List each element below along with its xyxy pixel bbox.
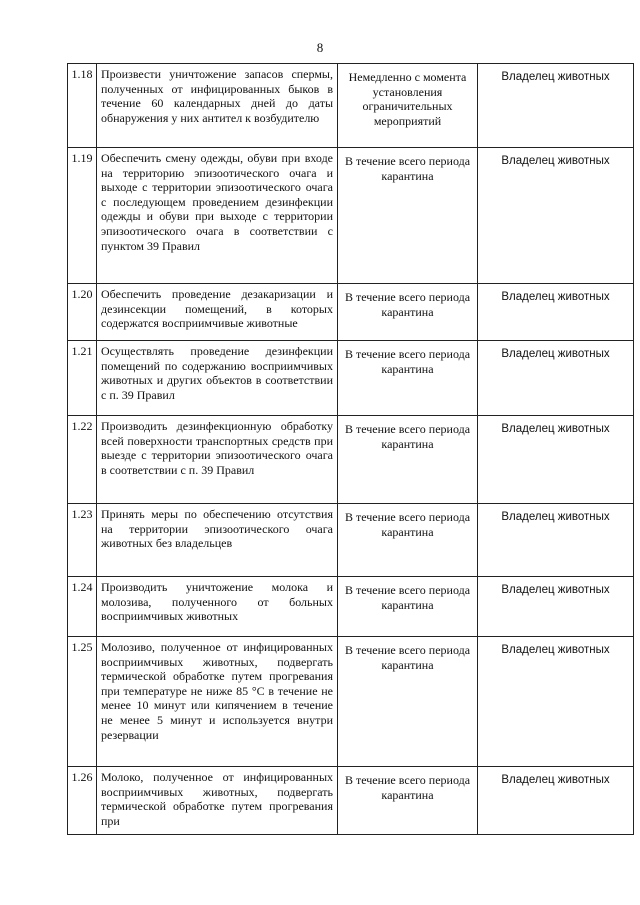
row-action: Произвести уничтожение запасов спермы, полученных от инфицированных быков в течение 60 календарных дней до даты обнаружения у них антител к возбудителю xyxy=(97,64,338,148)
row-number: 1.23 xyxy=(68,504,97,577)
table-row xyxy=(68,341,634,416)
table-row xyxy=(68,416,634,504)
row-responsible: Владелец животных xyxy=(478,284,634,341)
row-responsible: Владелец животных xyxy=(478,577,634,637)
row-action: Молозиво, полученное от инфицированных восприимчивых животных, подвергать термической обработке путем прогревания при температуре не ниже 85 °С в течение не менее 10 минут или кипячением в течение не менее 5 минут и используется внутри резервации xyxy=(97,637,338,767)
row-responsible: Владелец животных xyxy=(478,767,634,835)
row-action: Осуществлять проведение дезинфекции помещений по содержанию восприимчивых животных и других объектов в соответствии с п. 39 Правил xyxy=(97,341,338,416)
row-action: Молоко, полученное от инфицированных восприимчивых животных, подвергать термической обработке путем прогревания при xyxy=(97,767,338,835)
row-responsible: Владелец животных xyxy=(478,341,634,416)
row-number: 1.19 xyxy=(68,148,97,284)
row-time: В течение всего периода карантина xyxy=(338,504,478,577)
row-time: В течение всего периода карантина xyxy=(338,577,478,637)
row-time: В течение всего периода карантина xyxy=(338,416,478,504)
page-number: 8 xyxy=(316,40,324,55)
table-row xyxy=(68,577,634,637)
row-time: В течение всего периода карантина xyxy=(338,284,478,341)
row-action: Обеспечить смену одежды, обуви при входе на территорию эпизоотического очага и выходе с территории эпизоотического очага с последующем проведением дезинфекции одежды и обуви при выходе с территории эпизоотического очага в соответствии с пунктом 39 Правил xyxy=(97,148,338,284)
measures-table xyxy=(67,63,634,835)
row-action: Производить уничтожение молока и молозива, полученного от больных восприимчивых животных xyxy=(97,577,338,637)
table-row xyxy=(68,637,634,767)
row-responsible: Владелец животных xyxy=(478,64,634,148)
table-row xyxy=(68,504,634,577)
table-row xyxy=(68,64,634,148)
row-number: 1.26 xyxy=(68,767,97,835)
row-responsible: Владелец животных xyxy=(478,504,634,577)
row-number: 1.25 xyxy=(68,637,97,767)
row-time: В течение всего периода карантина xyxy=(338,148,478,284)
row-number: 1.18 xyxy=(68,64,97,148)
table-row xyxy=(68,284,634,341)
row-responsible: Владелец животных xyxy=(478,416,634,504)
row-time: Немедленно с момента установления ограничительных мероприятий xyxy=(338,64,478,148)
row-number: 1.22 xyxy=(68,416,97,504)
row-responsible: Владелец животных xyxy=(478,148,634,284)
row-number: 1.21 xyxy=(68,341,97,416)
row-action: Принять меры по обеспечению отсутствия на территории эпизоотического очага животных без владельцев xyxy=(97,504,338,577)
table-row xyxy=(68,767,634,835)
row-action: Производить дезинфекционную обработку всей поверхности транспортных средств при выезде с территории эпизоотического очага в соответствии с п. 39 Правил xyxy=(97,416,338,504)
table-row xyxy=(68,148,634,284)
row-time: В течение всего периода карантина xyxy=(338,341,478,416)
row-number: 1.20 xyxy=(68,284,97,341)
row-time: В течение всего периода карантина xyxy=(338,637,478,767)
row-number: 1.24 xyxy=(68,577,97,637)
row-action: Обеспечить проведение дезакаризации и дезинсекции помещений, в которых содержатся восприимчивые животные xyxy=(97,284,338,341)
row-responsible: Владелец животных xyxy=(478,637,634,767)
row-time: В течение всего периода карантина xyxy=(338,767,478,835)
